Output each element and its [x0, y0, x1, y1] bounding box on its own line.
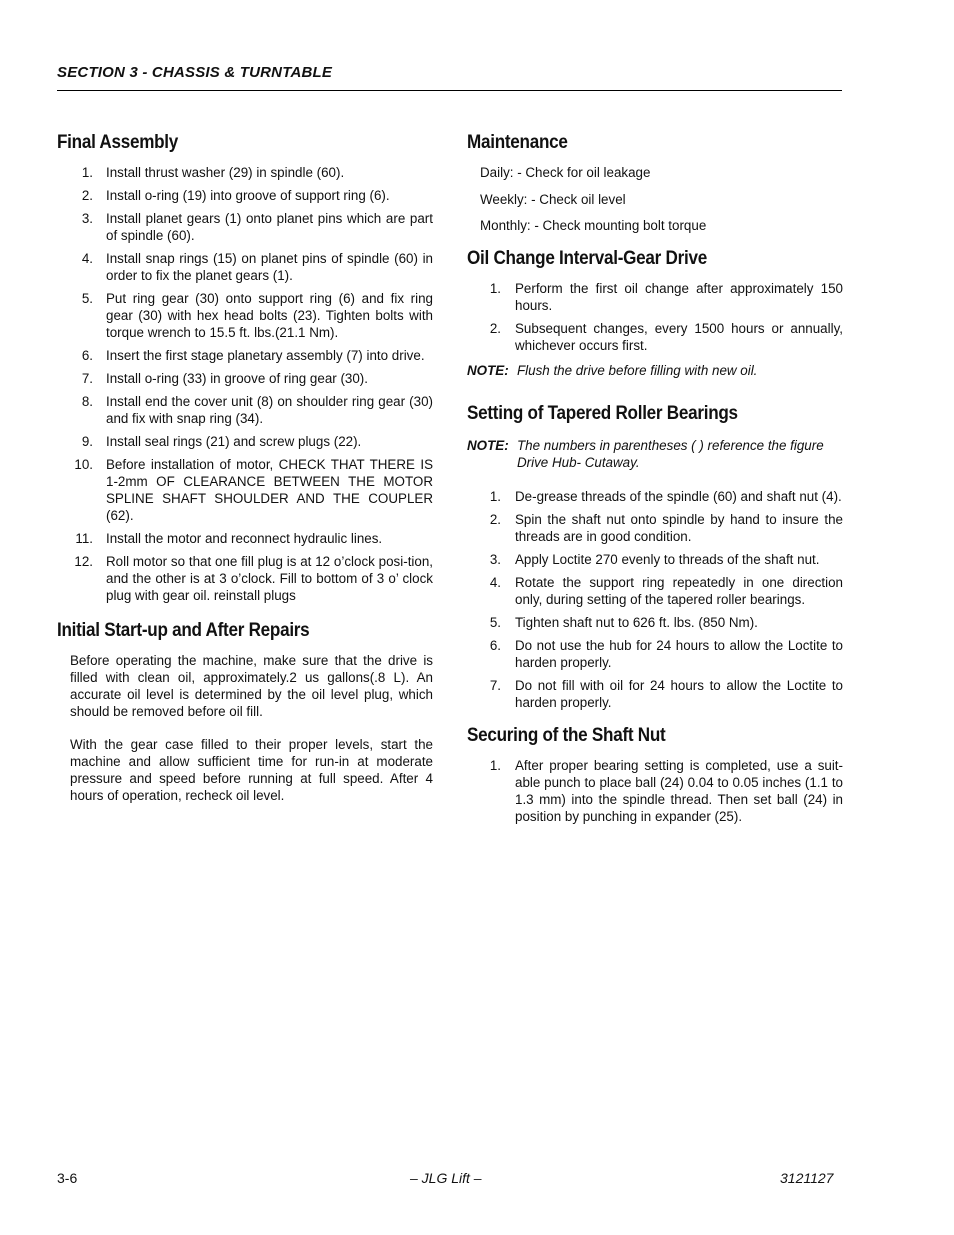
list-item-number: 8. — [81, 394, 93, 409]
list-item-text: Install end the cover unit (8) on shoulder ring gear (30) and fix with snap ring (34). — [106, 394, 433, 426]
note-label: NOTE: — [467, 438, 509, 453]
right-column — [467, 132, 843, 831]
list-item-number: 7. — [489, 678, 501, 693]
list-item-number: 1. — [81, 165, 93, 180]
list-item-number: 12. — [74, 554, 93, 569]
left-column — [57, 132, 433, 820]
list-item — [57, 456, 433, 524]
list-item — [57, 290, 433, 341]
list-item — [467, 757, 843, 825]
list-item-number: 9. — [81, 434, 93, 449]
list-item — [467, 320, 843, 354]
list-item-text: Rotate the support ring repeatedly in one direction only, during setting of the tapered roller bearings. — [515, 575, 843, 607]
shaft-nut-section — [467, 725, 843, 825]
maintenance-daily: Daily: - Check for oil leakage — [480, 165, 651, 180]
list-item-text: Do not fill with oil for 24 hours to allow the Loctite to harden properly. — [515, 678, 843, 710]
list-item-number: 4. — [489, 575, 501, 590]
list-item-number: 6. — [81, 348, 93, 363]
note-text: The numbers in parentheses ( ) reference the figure Drive Hub- Cutaway. — [517, 438, 824, 470]
list-item — [467, 574, 843, 608]
list-item-text: Tighten shaft nut to 626 ft. lbs. (850 Nm). — [515, 615, 758, 630]
list-item-text: Roll motor so that one fill plug is at 12 o’clock posi-tion, and the other is at 3 o’clock. Fill to bottom of 3 o’ clock plug with gear oil. reinstall plugs — [106, 554, 433, 603]
list-item — [467, 637, 843, 671]
list-item-number: 3. — [489, 552, 501, 567]
tapered-bearings-section — [467, 403, 843, 711]
maintenance-heading: Maintenance — [467, 132, 568, 153]
list-item-text: Do not use the hub for 24 hours to allow the Loctite to harden properly. — [515, 638, 843, 670]
list-item-text: Install planet gears (1) onto planet pins which are part of spindle (60). — [106, 211, 433, 243]
oil-change-note — [467, 362, 843, 379]
list-item-text: Install thrust washer (29) in spindle (60). — [106, 165, 345, 180]
note-text: Flush the drive before filling with new oil. — [517, 363, 758, 378]
list-item — [467, 551, 843, 568]
list-item-text: Insert the first stage planetary assembly (7) into drive. — [106, 348, 425, 363]
maintenance-section — [467, 132, 843, 234]
shaft-nut-list — [467, 757, 843, 825]
list-item-text: Install o-ring (19) into groove of support ring (6). — [106, 188, 390, 203]
tapered-bearings-note — [467, 437, 843, 471]
initial-startup-paragraph-1: Before operating the machine, make sure that the drive is filled with clean oil, approximately.2 us gallons(.8 L). An accurate oil level is determined by the oil level plug, which should be removed before oil fill. — [70, 653, 433, 719]
list-item-text: Install the motor and reconnect hydraulic lines. — [106, 531, 383, 546]
maintenance-monthly: Monthly: - Check mounting bolt torque — [480, 218, 707, 233]
list-item — [467, 511, 843, 545]
final-assembly-section — [57, 132, 433, 604]
list-item — [57, 370, 433, 387]
list-item-number: 11. — [75, 531, 93, 546]
list-item-number: 1. — [489, 281, 501, 296]
list-item — [57, 164, 433, 181]
oil-change-section — [467, 248, 843, 379]
list-item-text: De-grease threads of the spindle (60) and shaft nut (4). — [515, 489, 842, 504]
tapered-bearings-list — [467, 488, 843, 711]
list-item-text: Spin the shaft nut onto spindle by hand to insure the threads are in good condition. — [515, 512, 843, 544]
final-assembly-heading: Final Assembly — [57, 132, 179, 153]
list-item-number: 2. — [81, 188, 93, 203]
list-item — [57, 210, 433, 244]
page-number: 3-6 — [57, 1170, 78, 1186]
section-title: SECTION 3 - CHASSIS & TURNTABLE — [57, 64, 333, 81]
list-item-number: 4. — [81, 251, 93, 266]
list-item-number: 2. — [489, 321, 501, 336]
list-item — [57, 433, 433, 450]
initial-startup-heading: Initial Start-up and After Repairs — [57, 620, 310, 641]
list-item-text: Subsequent changes, every 1500 hours or annually, whichever occurs first. — [515, 321, 843, 353]
initial-startup-paragraph-2: With the gear case filled to their proper levels, start the machine and allow sufficient time for run-in at moderate pressure and speed before running at full speed. After 4 hours of operation, recheck oil level. — [70, 737, 433, 803]
list-item-number: 2. — [489, 512, 501, 527]
list-item — [467, 677, 843, 711]
list-item-text: Before installation of motor, CHECK THAT THERE IS 1-2mm OF CLEARANCE BETWEEN THE MOTOR SPLINE SHAFT SHOULDER AND THE COUPLER (62). — [106, 457, 433, 523]
list-item-text: Install snap rings (15) on planet pins of spindle (60) in order to fix the planet gears (1). — [106, 251, 433, 283]
list-item — [57, 187, 433, 204]
list-item — [57, 250, 433, 284]
oil-change-heading: Oil Change Interval-Gear Drive — [467, 248, 707, 269]
initial-startup-section — [57, 620, 433, 804]
list-item-text: Perform the first oil change after approximately 150 hours. — [515, 281, 843, 313]
list-item-number: 7. — [81, 371, 93, 386]
maintenance-weekly: Weekly: - Check oil level — [480, 191, 626, 207]
final-assembly-list — [57, 164, 433, 604]
list-item — [57, 393, 433, 427]
list-item-number: 5. — [81, 291, 93, 306]
note-label: NOTE: — [467, 363, 509, 378]
list-item — [57, 553, 433, 604]
shaft-nut-heading: Securing of the Shaft Nut — [467, 725, 666, 746]
list-item — [57, 530, 433, 547]
list-item-number: 6. — [489, 638, 501, 653]
section-header — [57, 64, 842, 91]
list-item-text: Install o-ring (33) in groove of ring gear (30). — [106, 371, 368, 386]
list-item — [57, 347, 433, 364]
oil-change-list — [467, 280, 843, 354]
list-item-number: 1. — [489, 489, 501, 504]
list-item-number: 10. — [74, 457, 93, 472]
list-item-number: 5. — [489, 615, 501, 630]
list-item-number: 1. — [489, 758, 501, 773]
footer-brand: – JLG Lift – — [410, 1170, 482, 1186]
document-number: 3121127 — [780, 1170, 834, 1186]
tapered-bearings-heading: Setting of Tapered Roller Bearings — [467, 403, 738, 424]
list-item-text: After proper bearing setting is completed, use a suit-able punch to place ball (24) 0.04 to 0.05 inches (1.1 to 1.3 mm) into the spindle thread. Then set ball (24) in position by punching in expander (25). — [515, 758, 843, 824]
list-item-text: Apply Loctite 270 evenly to threads of the shaft nut. — [515, 552, 820, 567]
list-item — [467, 280, 843, 314]
list-item — [467, 614, 843, 631]
list-item-number: 3. — [81, 211, 93, 226]
list-item-text: Put ring gear (30) onto support ring (6) and fix ring gear (30) with hex head bolts (23). Tighten bolts with torque wrench to 15.5 ft. lbs.(21.1 Nm). — [106, 291, 433, 340]
list-item — [467, 488, 843, 505]
list-item-text: Install seal rings (21) and screw plugs (22). — [106, 434, 362, 449]
